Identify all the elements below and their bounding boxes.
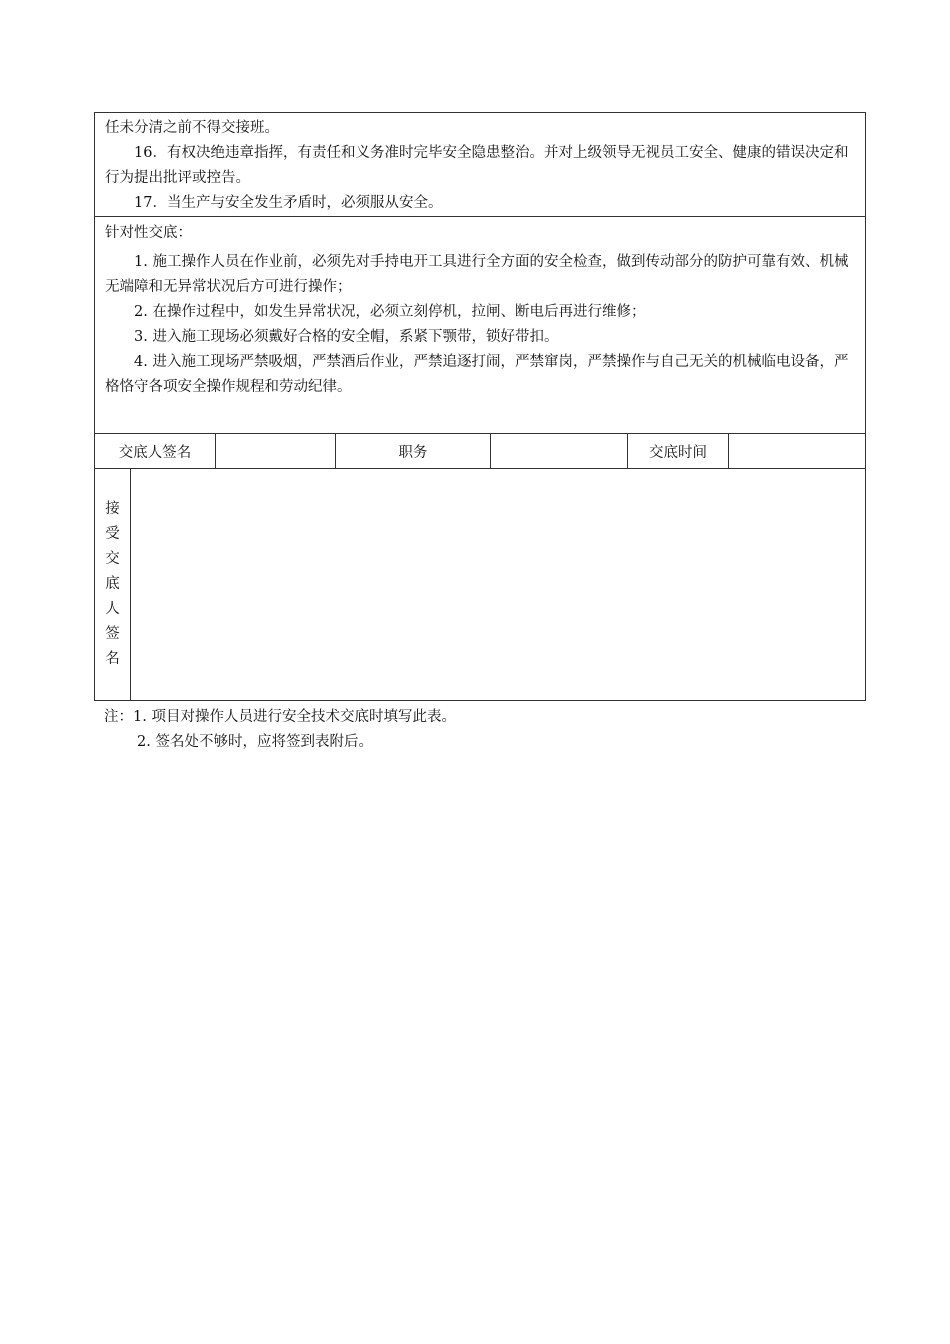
position-label: 职务 <box>336 434 491 469</box>
receiver-row <box>95 469 866 701</box>
signature-row <box>95 434 866 469</box>
specific-disclosure-row <box>95 217 866 434</box>
receiver-label-char: 接 <box>105 501 120 517</box>
specific-item-2: 2. 在操作过程中，如发生异常状况，必须立刻停机，拉闸、断电后再进行维修； <box>134 304 646 320</box>
receiver-label-char: 签 <box>105 626 120 642</box>
discloser-label: 交底人签名 <box>95 434 216 469</box>
receiver-label-char: 名 <box>105 651 120 667</box>
disclosure-form <box>94 112 865 755</box>
note-2: 2. 签名处不够时，应将签到表附后。 <box>137 734 373 750</box>
continuation-row <box>95 113 866 217</box>
specific-item-1: 1. 施工操作人员在作业前，必须先对手持电开工具进行全方面的安全检查，做到传动部分的防护可靠有效、机械无端障和无异常状况后方可进行操作； <box>105 254 849 295</box>
disclosure-table <box>94 112 866 701</box>
receiver-signature-area[interactable] <box>131 469 866 701</box>
note-1: 注：1. 项目对操作人员进行安全技术交底时填写此表。 <box>104 709 456 725</box>
specific-item-3: 3. 进入施工现场必须戴好合格的安全帽，系紧下颚带，锁好带扣。 <box>134 329 559 345</box>
continuation-line-tail: 任未分清之前不得交接班。 <box>105 120 279 136</box>
form-notes <box>94 705 865 755</box>
receiver-label-char: 受 <box>105 526 120 542</box>
specific-disclosure-title: 针对性交底： <box>105 225 192 241</box>
receiver-label-char: 人 <box>105 601 120 617</box>
specific-item-4: 4. 进入施工现场严禁吸烟，严禁酒后作业，严禁追逐打闹，严禁窜岗，严禁操作与自己无关的机械临电设备，严格恪守各项安全操作规程和劳动纪律。 <box>105 354 849 395</box>
specific-disclosure-cell <box>95 217 866 434</box>
continuation-cell <box>95 113 866 217</box>
receiver-label-char: 交 <box>105 551 120 567</box>
receiver-label-vertical <box>105 497 120 672</box>
rule-item-16: 16．有权决绝违章指挥，有责任和义务准时完毕安全隐患整治。并对上级领导无视员工安全、健康的错误决定和行为提出批评或控告。 <box>105 145 849 186</box>
disclosure-time-field[interactable] <box>729 434 866 469</box>
position-field[interactable] <box>491 434 628 469</box>
receiver-label-char: 底 <box>105 576 120 592</box>
disclosure-time-label: 交底时间 <box>628 434 729 469</box>
rule-item-17: 17．当生产与安全发生矛盾时，必须服从安全。 <box>134 195 443 211</box>
receiver-signature-label <box>95 469 131 701</box>
discloser-signature-field[interactable] <box>216 434 336 469</box>
